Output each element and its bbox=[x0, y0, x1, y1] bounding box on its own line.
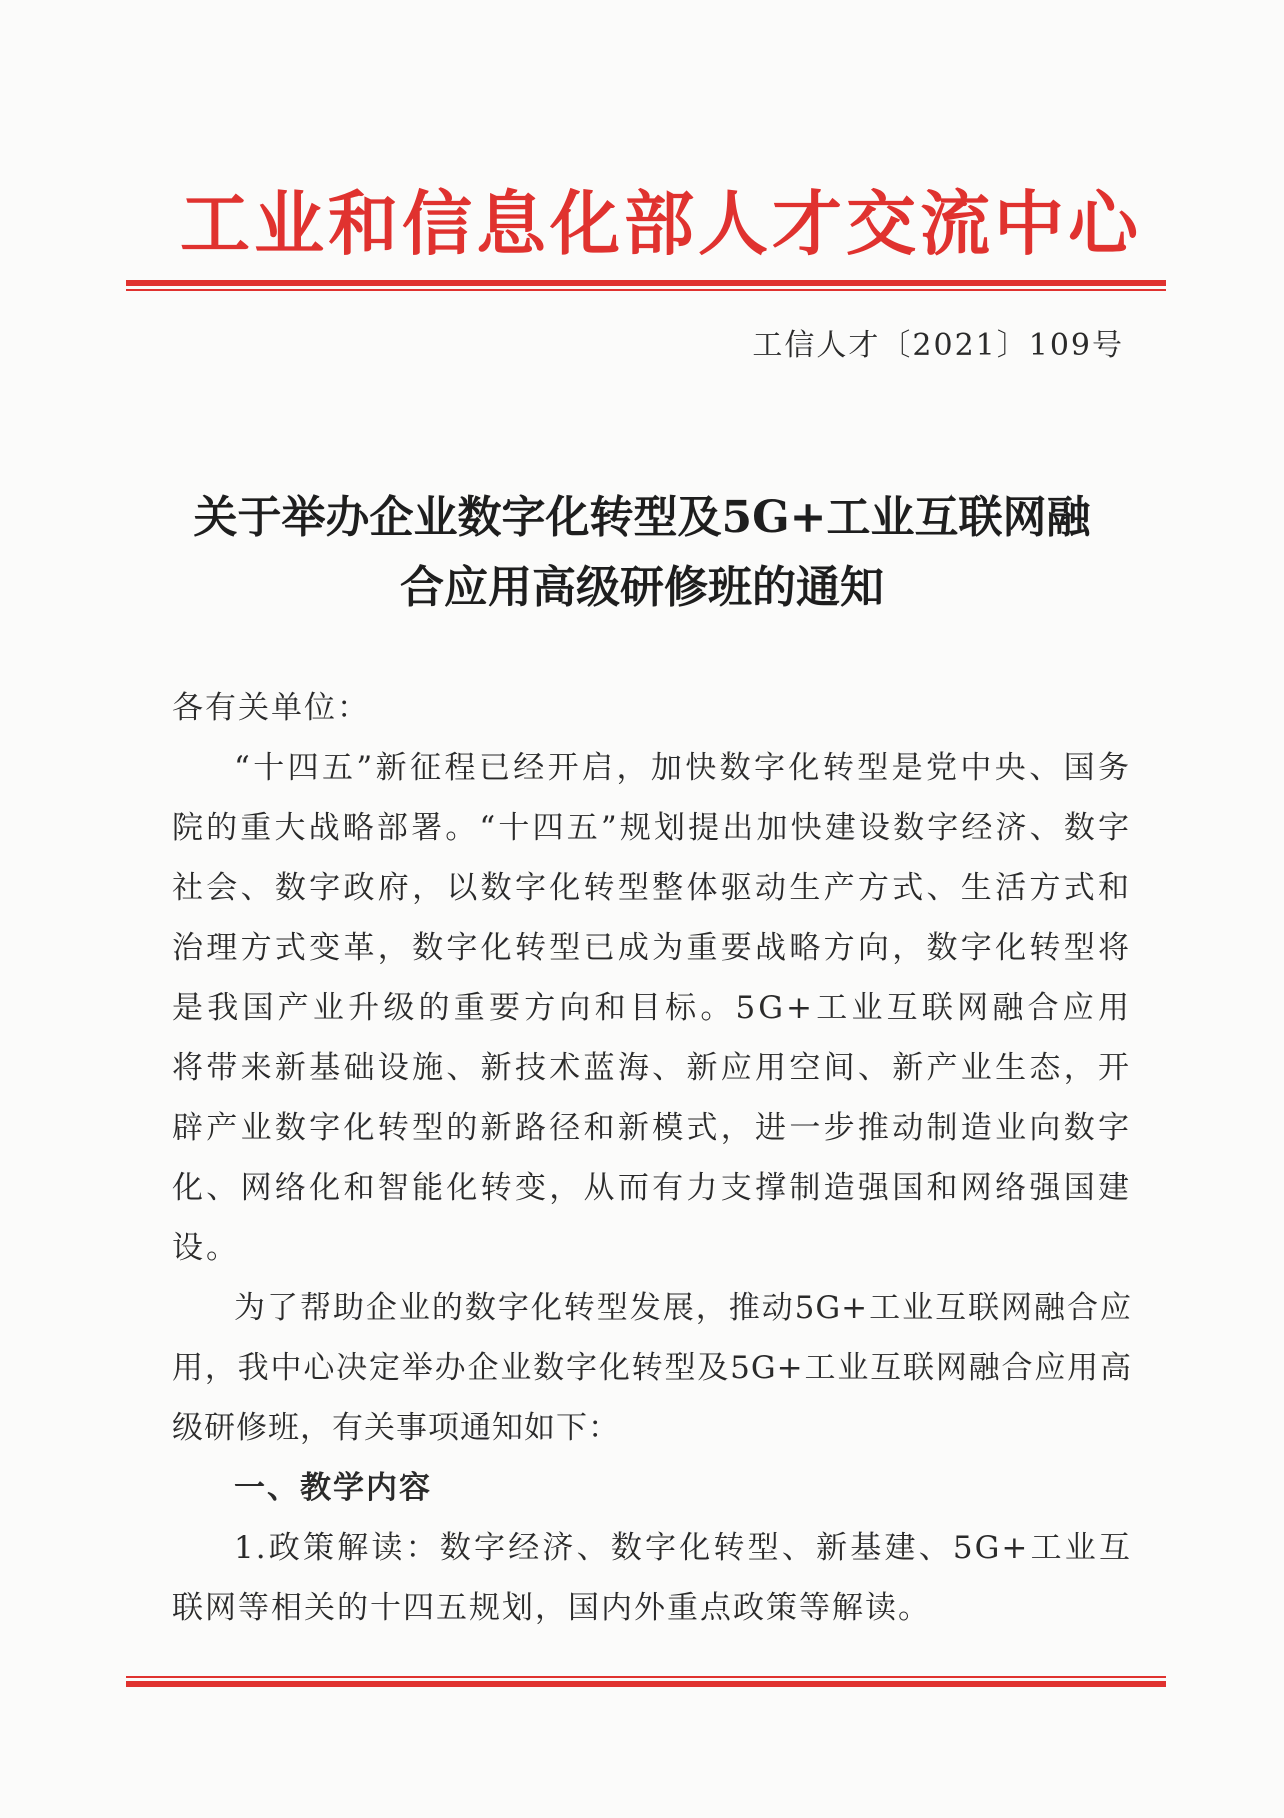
footer-rule-thin bbox=[126, 1676, 1166, 1678]
salutation: 各有关单位： bbox=[172, 690, 370, 726]
document-title-line-2: 合应用高级研修班的通知 bbox=[400, 562, 884, 613]
document-body bbox=[172, 678, 1132, 1638]
header-rule-thin bbox=[126, 289, 1166, 291]
agency-title: 工业和信息化部人才交流中心 bbox=[180, 183, 1142, 265]
body-paragraph-1: “十四五”新征程已经开启，加快数字化转型是党中央、国务院的重大战略部署。“十四五”规划提出加快建设数字经济、数字社会、数字政府，以数字化转型整体驱动生产方式、生活方式和治理方式变革，数字化转型已成为重要战略方向，数字化转型将是我国产业升级的重要方向和目标。5G+工业互联网融合应用将带来新基础设施、新技术蓝海、新应用空间、新产业生态，开辟产业数字化转型的新路径和新模式，进一步推动制造业向数字化、网络化和智能化转变，从而有力支撑制造强国和网络强国建设。 bbox=[172, 750, 1132, 1266]
header-rule-thick bbox=[126, 280, 1166, 286]
document-title bbox=[140, 483, 1144, 623]
section-heading-teaching-content: 一、教学内容 bbox=[234, 1470, 432, 1506]
footer-red-rule bbox=[126, 1676, 1166, 1687]
document-number: 工信人才〔2021〕109号 bbox=[752, 328, 1124, 363]
body-paragraph-2: 为了帮助企业的数字化转型发展，推动5G+工业互联网融合应用，我中心决定举办企业数字化转型及5G+工业互联网融合应用高级研修班，有关事项通知如下： bbox=[172, 1290, 1132, 1446]
footer-rule-thick bbox=[126, 1681, 1166, 1687]
header-red-rule bbox=[126, 280, 1166, 291]
document-title-line-1: 关于举办企业数字化转型及5G+工业互联网融 bbox=[193, 492, 1091, 543]
section-item-1: 1.政策解读：数字经济、数字化转型、新基建、5G+工业互联网等相关的十四五规划，国内外重点政策等解读。 bbox=[172, 1530, 1132, 1626]
